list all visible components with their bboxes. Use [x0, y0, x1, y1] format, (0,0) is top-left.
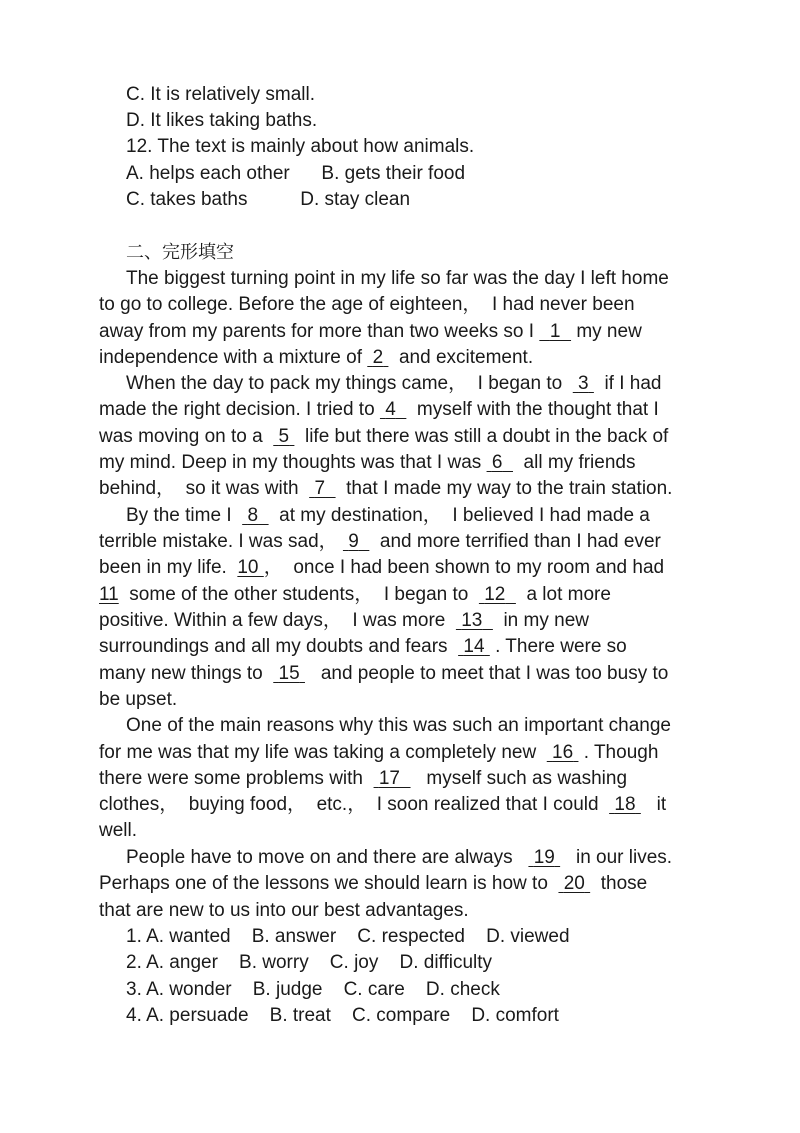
passage-line: surroundings and all my doubts and fears 14 . There were so: [99, 636, 627, 657]
option-c-line: C. It is relatively small.: [126, 84, 315, 105]
blank-2: 2: [372, 347, 384, 368]
section-heading: 二、完形填空: [126, 242, 234, 263]
passage-line: People have to move on and there are always 19 in our lives.: [126, 847, 673, 868]
blank-16: 16: [552, 742, 574, 763]
blank-20: 20: [563, 873, 585, 894]
passage-line: By the time I 8 at my destination， I believed I had made a: [126, 505, 650, 526]
option-d-line: D. It likes taking baths.: [126, 110, 318, 131]
passage-line: made the right decision. I tried to 4 myself with the thought that I: [99, 399, 659, 420]
blank-8: 8: [247, 505, 259, 526]
passage-line: my mind. Deep in my thoughts was that I was 6 all my friends: [99, 452, 636, 473]
blank-11: 11: [99, 584, 119, 605]
passage-line: for me was that my life was taking a completely new 16 . Though: [99, 742, 659, 763]
passage-line: to go to college. Before the age of eighteen， I had never been: [99, 294, 635, 315]
blank-17: 17: [378, 768, 400, 789]
blank-12: 12: [484, 584, 506, 605]
question-12: 12. The text is mainly about how animals.: [126, 136, 475, 157]
passage-line: Perhaps one of the lessons we should learn is how to 20 those: [99, 873, 648, 894]
answer-options-1: 1. A. wanted B. answer C. respected D. viewed: [126, 926, 570, 947]
answer-options-4: 4. A. persuade B. treat C. compare D. comfort: [126, 1005, 559, 1026]
blank-15: 15: [278, 663, 300, 684]
passage-line: well.: [99, 820, 138, 841]
blank-7: 7: [314, 478, 326, 499]
blank-1: 1: [549, 321, 561, 342]
passage-line: away from my parents for more than two weeks so I 1 my new: [99, 321, 642, 342]
passage-line: The biggest turning point in my life so far was the day I left home: [126, 268, 669, 289]
blank-3: 3: [578, 373, 589, 394]
passage-line: independence with a mixture of 2 and excitement.: [99, 347, 534, 368]
passage-line: many new things to 15 and people to meet that I was too busy to: [99, 663, 669, 684]
blank-19: 19: [533, 847, 555, 868]
blank-18: 18: [614, 794, 636, 815]
blank-9: 9: [348, 531, 359, 552]
passage-line: When the day to pack my things came， I began to 3 if I had: [126, 373, 662, 394]
options-ab-line: A. helps each other B. gets their food: [126, 163, 466, 184]
passage-line: 11 some of the other students， I began to 12 a lot more: [99, 584, 611, 605]
blank-6: 6: [491, 452, 503, 473]
answer-options-3: 3. A. wonder B. judge C. care D. check: [126, 979, 500, 1000]
options-cd-line: C. takes baths D. stay clean: [126, 189, 411, 210]
passage-line: terrible mistake. I was sad， 9 and more terrified than I had ever: [99, 531, 661, 552]
passage-line: positive. Within a few days， I was more 13 in my new: [99, 610, 589, 631]
passage-line: there were some problems with 17 myself such as washing: [99, 768, 628, 789]
blank-4: 4: [385, 399, 396, 420]
passage-line: behind， so it was with 7 that I made my way to the train station.: [99, 478, 673, 499]
answer-options-2: 2. A. anger B. worry C. joy D. difficulty: [126, 952, 493, 973]
passage-line: be upset.: [99, 689, 178, 710]
passage-line: been in my life. 10 ， once I had been shown to my room and had: [99, 557, 665, 578]
blank-14: 14: [463, 636, 485, 657]
blank-5: 5: [278, 426, 290, 447]
passage-line: was moving on to a 5 life but there was still a doubt in the back of: [99, 426, 669, 447]
passage-line: One of the main reasons why this was such an important change: [126, 715, 671, 736]
passage-line: that are new to us into our best advantages.: [99, 900, 469, 921]
passage-line: clothes， buying food， etc.， I soon realized that I could 18 it: [99, 794, 667, 815]
blank-10: 10: [237, 557, 259, 578]
blank-13: 13: [461, 610, 483, 631]
